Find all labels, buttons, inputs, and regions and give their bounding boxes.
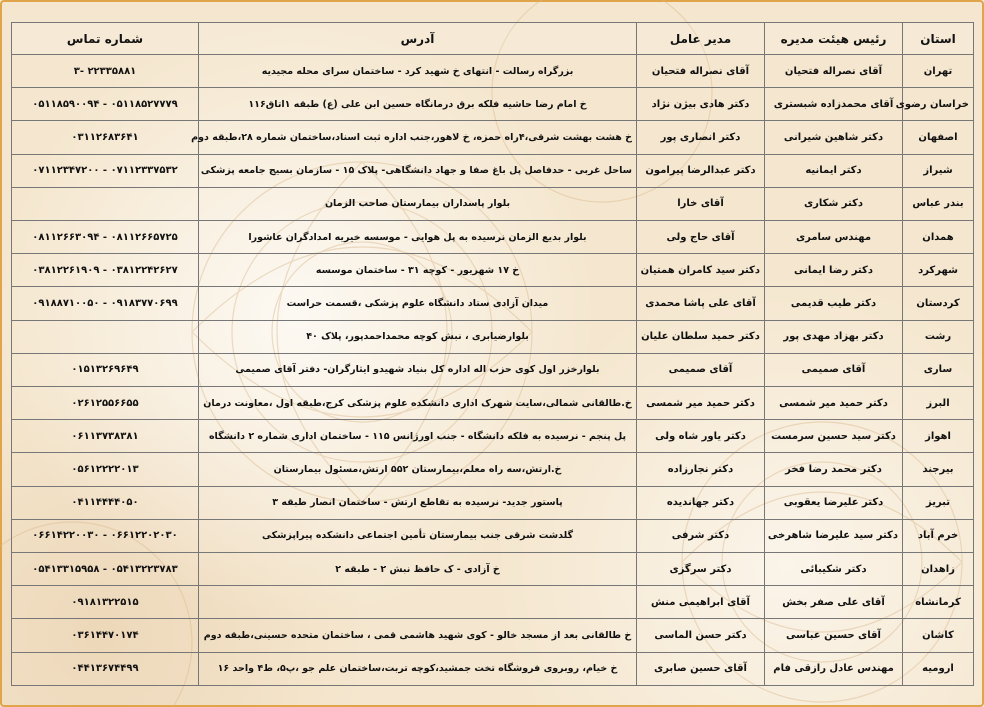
cell-address (199, 586, 637, 619)
cell-phone: ۰۵۴۱۳۲۲۳۷۸۳ - ۰۵۴۱۳۳۱۵۹۵۸ (12, 553, 199, 586)
cell-phone: ۰۸۱۱۲۶۶۵۷۲۵ - ۰۸۱۱۲۶۶۳۰۹۴ (12, 221, 199, 254)
table-row (12, 387, 974, 420)
cell-address: میدان آزادی ستاد دانشگاه علوم پزشکی ،قسمت حراست (199, 287, 637, 320)
cell-chairman: دکتر طیب قدیمی (765, 287, 903, 320)
table-row (12, 221, 974, 254)
cell-phone: ۲۲۳۳۵۸۸۱ -۳ (12, 55, 199, 88)
cell-phone: ۰۳۶۱۴۴۷۰۱۷۴ (12, 619, 199, 652)
cell-address: بلوار بدیع الزمان نرسیده به پل هوایی - موسسه خیریه امدادگران عاشورا (199, 221, 637, 254)
cell-chairman: دکتر ایمانیه (765, 154, 903, 187)
cell-address: ساحل غربی - حدفاصل پل باغ صفا و جهاد دانشگاهی- پلاک ۱۵ - سازمان بسیج جامعه پزشکی (199, 154, 637, 187)
cell-province: تهران (903, 55, 974, 88)
cell-address: خ آزادی - ک حافظ نبش ۲ - طبقه ۲ (199, 553, 637, 586)
cell-province: اصفهان (903, 121, 974, 154)
header-province: استان (903, 23, 974, 55)
cell-ceo: دکتر شرفی (637, 519, 765, 552)
cell-address: بلوارضیابری ، نبش کوچه محمداحمدپور، پلاک ۴۰ (199, 320, 637, 353)
cell-province: بندر عباس (903, 187, 974, 220)
cell-phone: ۰۴۴۱۳۶۷۴۴۹۹ (12, 652, 199, 685)
cell-address: بزرگراه رسالت - انتهای خ شهید کرد - ساختمان سرای محله مجیدیه (199, 55, 637, 88)
cell-chairman: دکتر بهزاد مهدی پور (765, 320, 903, 353)
header-address: آدرس (199, 23, 637, 55)
cell-chairman: دکتر محمد رضا فخر (765, 453, 903, 486)
cell-address: خ هشت بهشت شرقی،۴راه حمزه، خ لاهور،جنب اداره ثبت اسناد،ساختمان شماره ۲۸،طبقه دوم (199, 121, 637, 154)
cell-ceo: دکتر حمید سلطان علیان (637, 320, 765, 353)
cell-chairman: دکتر شاهین شیرانی (765, 121, 903, 154)
cell-address: خ.ارتش،سه راه معلم،بیمارستان ۵۵۲ ارتش،مسئول بیمارستان (199, 453, 637, 486)
cell-ceo: آقای نصراله فتحیان (637, 55, 765, 88)
cell-phone: ۰۲۶۱۲۵۵۶۶۵۵ (12, 387, 199, 420)
cell-phone: ۰۹۱۸۳۷۷۰۶۹۹ - ۰۹۱۸۸۷۱۰۰۵۰ (12, 287, 199, 320)
cell-chairman: دکتر حمید میر شمسی (765, 387, 903, 420)
cell-ceo: آقای حسین صابری (637, 652, 765, 685)
table-row (12, 254, 974, 287)
cell-province: تبریز (903, 486, 974, 519)
cell-address: خ طالقانی بعد از مسجد خالو - کوی شهید هاشمی قمی ، ساختمان متحده حسینی،طبقه دوم (199, 619, 637, 652)
cell-phone: ۰۷۱۱۲۳۳۷۵۳۲ - ۰۷۱۱۲۳۴۷۲۰۰ (12, 154, 199, 187)
table-header-row (12, 23, 974, 55)
cell-province: ارومیه (903, 652, 974, 685)
cell-chairman: دکتر علیرضا یعقوبی (765, 486, 903, 519)
cell-phone: ۰۵۶۱۲۲۲۲۰۱۳ (12, 453, 199, 486)
table-row (12, 553, 974, 586)
cell-phone: ۰۶۶۱۲۲۰۲۰۳۰ - ۰۶۶۱۴۲۲۰۰۳۰ (12, 519, 199, 552)
cell-province: زاهدان (903, 553, 974, 586)
cell-province: اهواز (903, 420, 974, 453)
cell-ceo: دکتر انصاری پور (637, 121, 765, 154)
header-chairman: رئیس هیئت مدیره (765, 23, 903, 55)
table-row (12, 287, 974, 320)
cell-chairman: دکتر سید علیرضا شاهرخی (765, 519, 903, 552)
cell-ceo: آقای صمیمی (637, 353, 765, 386)
table-row (12, 55, 974, 88)
table-row (12, 154, 974, 187)
cell-province: شهرکرد (903, 254, 974, 287)
table-row (12, 420, 974, 453)
cell-province: ساری (903, 353, 974, 386)
cell-ceo: دکتر حمید میر شمسی (637, 387, 765, 420)
table-row (12, 88, 974, 121)
cell-address: گلدشت شرقی جنب بیمارستان تأمین اجتماعی دانشکده پیراپزشکی (199, 519, 637, 552)
cell-ceo: دکتر نجارزاده (637, 453, 765, 486)
cell-province: بیرجند (903, 453, 974, 486)
cell-phone: ۰۴۱۱۴۴۴۴۰۵۰ (12, 486, 199, 519)
cell-chairman: دکتر شکیبائی (765, 553, 903, 586)
cell-chairman: مهندس سامری (765, 221, 903, 254)
cell-ceo: دکتر سرگزی (637, 553, 765, 586)
cell-address: خ.طالقانی شمالی،سایت شهرک اداری دانشکده علوم پزشکی کرج،طبقه اول ،معاونت درمان (199, 387, 637, 420)
cell-province: البرز (903, 387, 974, 420)
cell-phone (12, 320, 199, 353)
table-row (12, 519, 974, 552)
cell-chairman: دکتر رضا ایمانی (765, 254, 903, 287)
table-row (12, 353, 974, 386)
cell-province: رشت (903, 320, 974, 353)
cell-phone: ۰۱۵۱۳۲۶۹۶۴۹ (12, 353, 199, 386)
cell-address: بلوار پاسداران بیمارستان صاحب الزمان (199, 187, 637, 220)
cell-ceo: دکتر هادی بیژن نژاد (637, 88, 765, 121)
cell-province: خرم آباد (903, 519, 974, 552)
table-row (12, 486, 974, 519)
cell-address: بلوارخزر اول کوی حزب اله اداره کل بنیاد شهیدو ایثارگران- دفتر آقای صمیمی (199, 353, 637, 386)
cell-address: پاستور جدید- نرسیده به تقاطع ارتش - ساختمان انصار طبقه ۳ (199, 486, 637, 519)
cell-phone: ۰۳۸۱۲۲۴۲۶۲۷ - ۰۳۸۱۲۲۶۱۹۰۹ (12, 254, 199, 287)
cell-phone: ۰۹۱۸۱۳۲۲۵۱۵ (12, 586, 199, 619)
cell-address: پل پنجم - نرسیده به فلکه دانشگاه - جنب اورژانس ۱۱۵ - ساختمان اداری شماره ۲ دانشگاه (199, 420, 637, 453)
table-row (12, 652, 974, 685)
cell-phone: ۰۶۱۱۳۷۳۸۳۸۱ (12, 420, 199, 453)
cell-province: شیراز (903, 154, 974, 187)
cell-chairman: دکتر شکاری (765, 187, 903, 220)
cell-ceo: دکتر حسن الماسی (637, 619, 765, 652)
table-row (12, 586, 974, 619)
cell-address: خ خیام، روبروی فروشگاه تخت جمشید،کوچه تربت،ساختمان علم جو ،پ۵، ط۴ واحد ۱۶ (199, 652, 637, 685)
cell-chairman: مهندس عادل رازقی فام (765, 652, 903, 685)
cell-ceo: دکتر سید کامران همتیان (637, 254, 765, 287)
cell-address: خ ۱۷ شهریور - کوچه ۳۱ - ساختمان موسسه (199, 254, 637, 287)
cell-chairman: آقای حسین عباسی (765, 619, 903, 652)
contact-table (11, 22, 974, 686)
table-row (12, 619, 974, 652)
cell-phone: ۰۵۱۱۸۵۲۷۷۷۹ - ۰۵۱۱۸۵۹۰۰۹۴ (12, 88, 199, 121)
table-row (12, 453, 974, 486)
cell-chairman: آقای علی صفر بخش (765, 586, 903, 619)
cell-province: کاشان (903, 619, 974, 652)
cell-chairman: دکتر سید حسین سرمست (765, 420, 903, 453)
cell-ceo: آقای علی پاشا محمدی (637, 287, 765, 320)
cell-ceo: آقای خارا (637, 187, 765, 220)
cell-phone (12, 187, 199, 220)
cell-chairman: آقای صمیمی (765, 353, 903, 386)
table-row (12, 320, 974, 353)
cell-phone: ۰۳۱۱۲۶۸۳۶۴۱ (12, 121, 199, 154)
table-row (12, 187, 974, 220)
cell-chairman: آقای محمدزاده شبستری (765, 88, 903, 121)
table-row (12, 121, 974, 154)
cell-chairman: آقای نصراله فتحیان (765, 55, 903, 88)
cell-province: خراسان رضوی (903, 88, 974, 121)
cell-ceo: دکتر یاور شاه ولی (637, 420, 765, 453)
header-phone: شماره تماس (12, 23, 199, 55)
cell-province: همدان (903, 221, 974, 254)
cell-ceo: دکتر عبدالرضا پیرامون (637, 154, 765, 187)
cell-ceo: آقای ابراهیمی منش (637, 586, 765, 619)
cell-ceo: آقای حاج ولی (637, 221, 765, 254)
header-ceo: مدیر عامل (637, 23, 765, 55)
cell-province: کرمانشاه (903, 586, 974, 619)
cell-province: کردستان (903, 287, 974, 320)
cell-address: خ امام رضا حاشیه فلکه برق درمانگاه حسین ابن علی (ع) طبقه ۱اتاق۱۱۶ (199, 88, 637, 121)
cell-ceo: دکتر جهاندیده (637, 486, 765, 519)
